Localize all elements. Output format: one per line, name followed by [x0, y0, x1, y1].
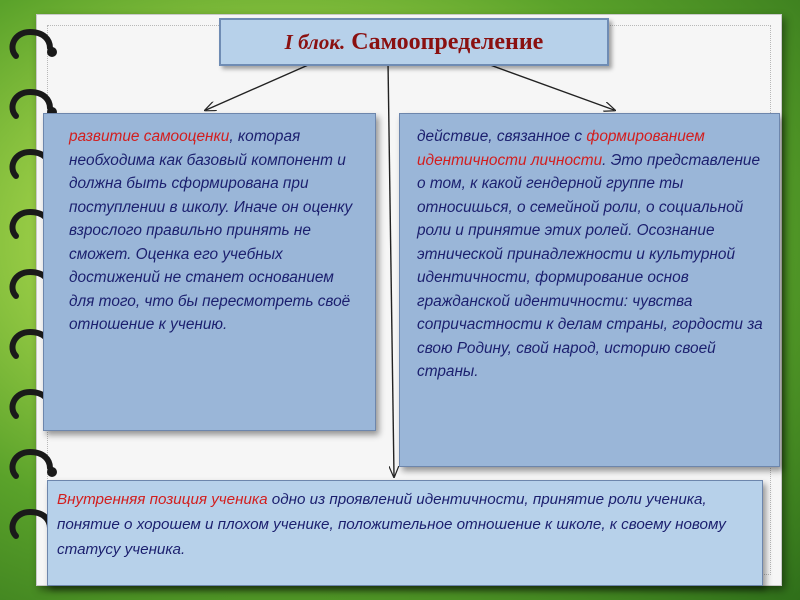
self-esteem-card — [43, 113, 376, 431]
block-title — [219, 18, 609, 66]
student-position-card — [47, 480, 763, 586]
self-esteem-highlight: развитие самооценки — [69, 128, 230, 145]
student-position-text: одно из проявлений идентичности, принятие роли ученика, понятие о хорошем и плохом ученике, положительное отношение к школе, к своему новому статусу ученика. — [57, 491, 726, 558]
self-esteem-text: , которая необходима как базовый компонент и должна быть сформирована при поступлении в школу. Иначе он оценку взрослого правильно принять не сможет. Оценка его учебных достижений не станет основанием для того, что бы пересмотреть своё отношение к учению. — [69, 128, 353, 333]
student-position-highlight: Внутренняя позиция ученика — [57, 491, 268, 508]
block-title-main: Самоопределение — [351, 28, 544, 55]
identity-card — [399, 113, 780, 467]
identity-intro: действие, связанное с — [417, 128, 587, 145]
identity-text: . Это представление о том, к какой гендерной группе ты относишься, о семейной роли, о социальной роли и принятие этих ролей. Осознание этнической принадлежности и культурной идентичности, формирование основ гражданской идентичности: чувства сопричастности к делам страны, гордости за свою Родину, свой народ, историю своей страны. — [417, 151, 763, 380]
block-title-prefix: I блок. — [284, 29, 346, 54]
identity-highlight: формированием идентичности личности — [417, 128, 705, 169]
binding-ring-icon — [6, 26, 66, 72]
